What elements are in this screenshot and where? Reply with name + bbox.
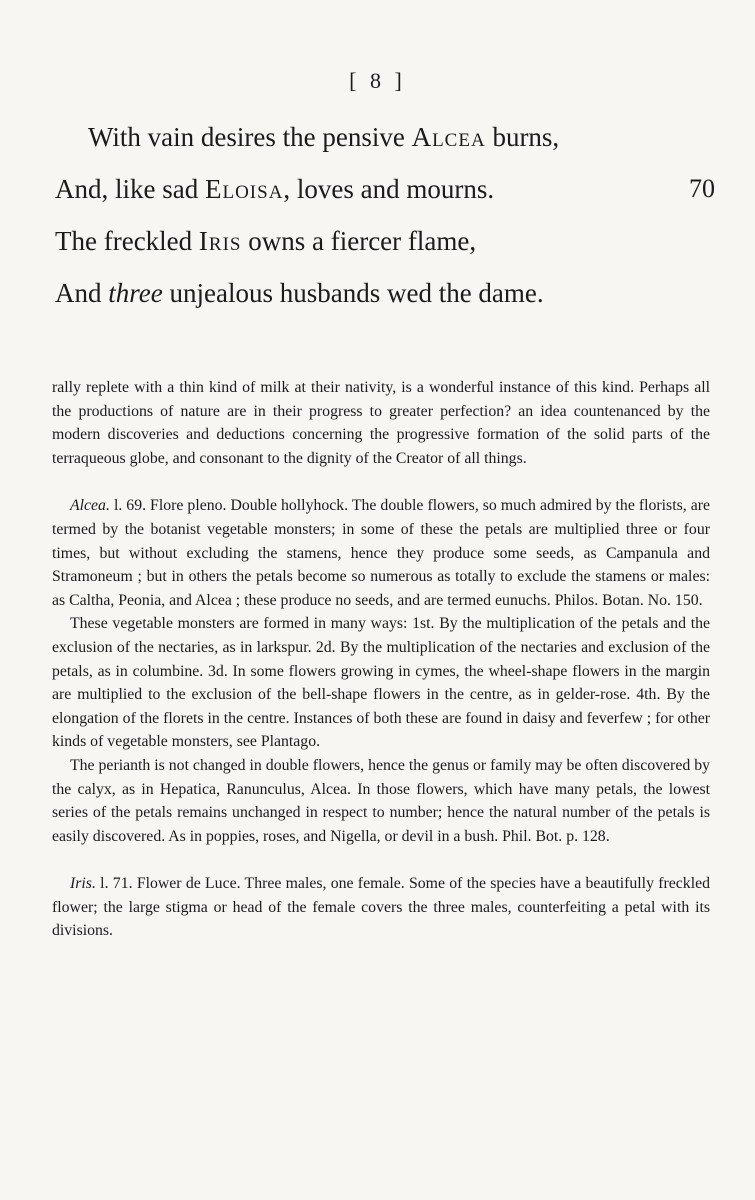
verse-line-1 — [88, 122, 559, 153]
verse-line-4 — [55, 278, 544, 309]
page-number: [ 8 ] — [349, 68, 406, 93]
note-alcea-paragraph — [52, 494, 710, 612]
note-iris-text: l. 71. Flower de Luce. Three males, one female. Some of the species have a beautifully freckled flower; the large stigma or head of the female covers the three males, counterfeiting a petal with its divisions. — [52, 875, 710, 940]
verse-line-number: 70 — [689, 174, 715, 203]
note-perianth-paragraph: The perianth is not changed in double flowers, hence the genus or family may be often discovered by the calyx, as in Hepatica, Ranunculus, Alcea. In those flowers, which have many petals, the lowest series of the petals remains unchanged in respect to number; hence the natural number of the petals is easily discovered. As in poppies, roses, and Nigella, or devil in a bush. Phil. Bot. p. 128. — [52, 756, 710, 845]
note-iris-label: Iris. — [70, 875, 96, 893]
verse-text: burns, — [485, 122, 560, 152]
verse-text: , loves and mourns. — [283, 174, 495, 204]
verse-text: And — [55, 278, 109, 308]
verse-text: owns a fiercer flame, — [241, 226, 477, 256]
verse-text: The freckled — [55, 226, 199, 256]
note-monsters-paragraph: These vegetable monsters are formed in many ways: 1st. By the multiplication of the petals and the exclusion of the nectaries, as in larkspur. 2d. By the multiplication of the nectaries and exclusion of the petals, as in columbine. 3d. In some flowers growing in cymes, the wheel-shape flowers in the margin are multiplied to the exclusion of the bell-shape flowers in the centre, as in gelder-rose. 4th. By the elongation of the florets in the centre. Instances of both these are found in daisy and feverfew ; for other kinds of vegetable monsters, see Plantago. — [52, 615, 710, 751]
note-alcea-label: Alcea. — [70, 497, 110, 515]
note-intro-paragraph: rally replete with a thin kind of milk at their nativity, is a wonderful instance of this kind. Perhaps all the productions of nature are in their progress to greater perfection? an idea countenanced by the modern discoveries and deductions concerning the progressive formation of the solid parts of the terraqueous globe, and consonant to the dignity of the Creator of all things. — [52, 379, 710, 467]
verse-line-3 — [55, 226, 476, 257]
verse-emphasis: three — [108, 278, 163, 308]
verse-name-iris: Iris — [198, 226, 242, 256]
verse-name-alcea: Alcea — [411, 122, 486, 152]
verse-text: unjealous husbands wed the dame. — [162, 278, 544, 308]
verse-name-eloisa: Eloisa — [204, 174, 284, 204]
verse-text: With vain desires the pensive — [88, 122, 412, 152]
verse-line-2 — [55, 174, 494, 205]
verse-text: And, like sad — [55, 174, 205, 204]
footnotes — [52, 376, 710, 943]
note-alcea-text: l. 69. Flore pleno. Double hollyhock. The double flowers, so much admired by the florists, are termed by the botanist vegetable monsters; in some of these the petals are multiplied three or four times, but without excluding the stamens, hence they produce some seeds, as Campanula and Stramoneum ; but in others the petals become so numerous as totally to exclude the stamens or males: as Caltha, Peonia, and Alcea ; these produce no seeds, and are termed eunuchs. Philos. Botan. No. 150. — [52, 497, 710, 609]
note-iris-paragraph — [52, 872, 710, 943]
